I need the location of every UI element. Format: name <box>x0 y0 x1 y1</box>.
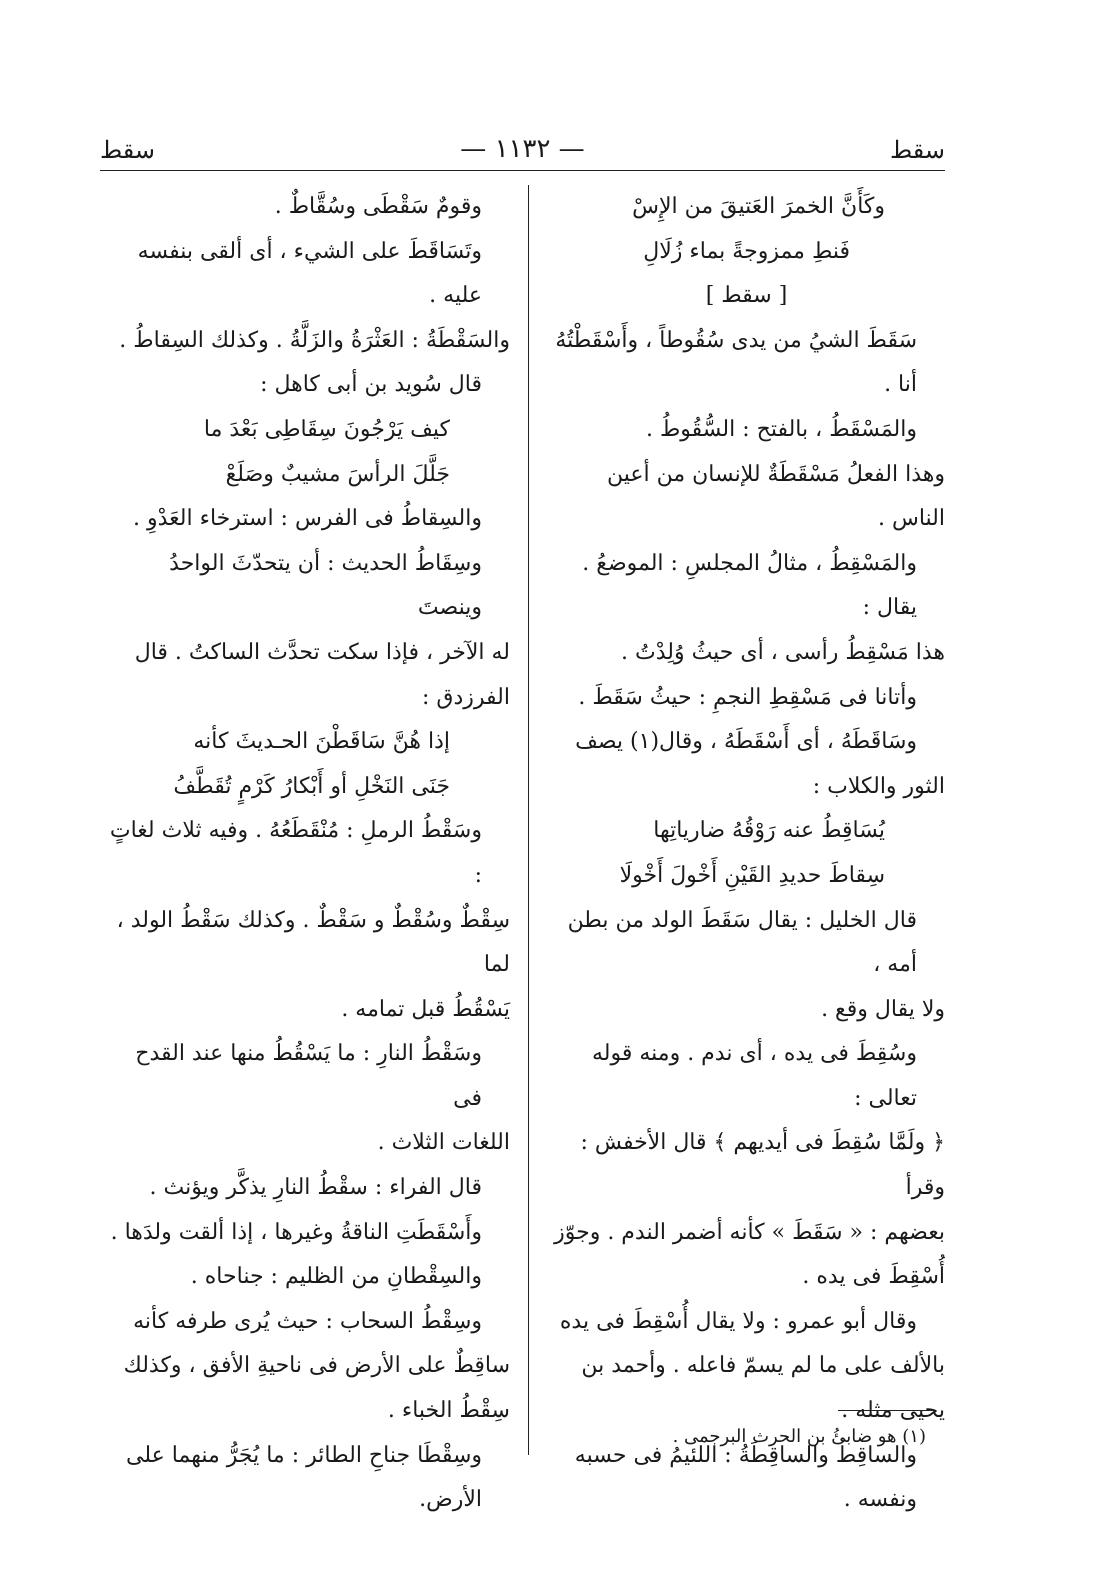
text-line: وسَاقَطَهُ ، أى أَسْقَطَهُ ، وقال(١) يصف <box>575 729 917 755</box>
footnote: (١) هو ضابئُ بن الحرث البرجمى . <box>672 1426 926 1447</box>
text-line: اللغات الثلاث . <box>377 1130 510 1156</box>
text-line: قال الخليل : يقال سَقَطَ الولد من بطن أمه ، <box>567 907 917 978</box>
text-line: والسَقْطَةُ : العَثْرَةُ والزَلَّةُ . وكذلك السِقاطُ . <box>119 327 510 353</box>
text-line: والمَسْقِطُ ، مثالُ المجلسِ : الموضعُ . يقال : <box>582 550 917 621</box>
text-line: والمَسْقَطُ ، بالفتح : السُّقُوطُ . <box>645 416 917 442</box>
text-line: بعضهم : « سَقَطَ » كأنه أضمر الندم . وجوّز <box>554 1219 945 1245</box>
text-line: وأتانا فى مَسْقِطِ النجمِ : حيثُ سَقَطَ . <box>578 684 917 710</box>
text-line: وسُقِطَ فى يده ، أى ندم . ومنه قوله تعالى : <box>591 1041 917 1111</box>
text-line: ساقِطٌ على الأرض فى ناحيةِ الأفق ، وكذلك <box>123 1353 510 1379</box>
text-line: وسَقْطُ النارِ : ما يَسْقُطُ منها عند القدح فى <box>135 1041 482 1111</box>
text-line: والسِقْطانِ من الظليم : جناحاه . <box>190 1264 482 1290</box>
verse-line: كيف يَرْجُونَ سِقَاطِى بَعْدَ ما <box>203 416 450 442</box>
verse-line: وكَأَنَّ الخمرَ العَتيقَ من الإِسْ <box>632 194 885 219</box>
text-line: ولا يقال وقع . <box>821 996 945 1022</box>
text-line: قال سُويد بن أبى كاهل : <box>260 372 482 398</box>
verse-line: يُسَاقِطُ عنه رَوْقُهُ ضارياتِها <box>653 818 885 844</box>
text-line: سِقْطُ الخباء . <box>387 1398 510 1424</box>
text-line: سِقْطٌ وسُقْطٌ و سَقْطٌ . وكذلك سَقْطُ الولد ، لما <box>116 907 510 978</box>
column-divider <box>528 185 529 1455</box>
text-line: ﴿ ولَمَّا سُقِطَ فى أيديهم ﴾ قال الأخفش : وقرأ <box>580 1130 945 1201</box>
text-line: قال الفراء : سقْطُ النارِ يذكَّر ويؤنث . <box>149 1175 482 1201</box>
text-line: بالألف على ما لم يسمّ فاعله . وأحمد بن يحيى مثله . <box>581 1353 945 1424</box>
text-line: يَسْقُطُ قبل تمامه . <box>341 996 510 1022</box>
verse-line: فَنطِ ممزوجةً بماء زُلَالِ <box>643 238 850 264</box>
header-entry-word-right: سقط <box>889 136 945 164</box>
text-line: وأَسْقَطَتِ الناقةُ وغيرها ، إذا ألقت ولدَها . <box>110 1219 482 1245</box>
text-line: أُسْقِطَ فى يده . <box>802 1264 945 1290</box>
text-line: الفرزدق : <box>422 684 510 710</box>
text-line: سَقَطَ الشيُ من يدى سُقُوطاً ، وأَسْقَطْتُهُ أنا . <box>555 327 917 398</box>
entry-heading: [ سقط ] <box>705 283 788 309</box>
header-rule <box>100 170 945 171</box>
text-line: وسِقَاطُ الحديث : أن يتحدّثَ الواحدُ وينصتَ <box>169 550 482 621</box>
page-number: — ١١٣٢ — <box>460 134 585 164</box>
text-line: وسَقْطُ الرملِ : مُنْقَطَعُهُ . وفيه ثلاث لغاتٍ : <box>109 818 482 888</box>
page-header <box>100 130 945 170</box>
text-line: والساقِطُ والساقِطَةُ : اللئيمُ فى حسبه ونفسه . <box>574 1442 917 1513</box>
text-line: وسِقْطَا جناحِ الطائر : ما يُجَرُّ منهما على الأرض. <box>126 1442 482 1513</box>
verse-line: جَلَّلَ الرأسَ مشيبٌ وصَلَعْ <box>225 461 450 487</box>
text-line: والسِقاطُ فى الفرس : استرخاء العَدْوِ . <box>133 506 482 532</box>
right-column <box>548 185 945 1523</box>
text-line: الثور والكلاب : <box>812 773 945 799</box>
text-line: هذا مَسْقِطُ رأسى ، أى حيثُ وُلِدْتُ . <box>621 639 945 665</box>
header-entry-word-left: سقط <box>100 136 156 164</box>
left-column <box>102 185 510 1523</box>
text-line: وسِقْطُ السحاب : حيث يُرى طرفه كأنه <box>133 1308 482 1334</box>
footnote-rule <box>838 1410 933 1411</box>
text-line: وتَسَاقَطَ على الشيء ، أى ألقى بنفسه عليه . <box>137 238 482 309</box>
verse-line: سِقاطَ حديدِ القَيْنِ أَخْولَ أَخْولَا <box>619 862 885 888</box>
verse-line: جَنَى النَخْلِ أو أَبْكارُ كَرْمٍ تُقَطَّفُ <box>173 773 450 799</box>
verse-line: إذا هُنَّ سَاقَطْنَ الحـديثَ كأنه <box>193 729 450 755</box>
text-line: وهذا الفعلُ مَسْقَطَةٌ للإنسان من أعين الناس . <box>606 461 945 532</box>
text-line: له الآخر ، فإذا سكت تحدَّث الساكتُ . قال <box>134 639 510 665</box>
text-line: وقال أبو عمرو : ولا يقال أُسْقِطَ فى يده <box>559 1308 917 1334</box>
text-line: وقومٌ سَقْطَى وسُقَّاطٌ . <box>274 194 482 219</box>
